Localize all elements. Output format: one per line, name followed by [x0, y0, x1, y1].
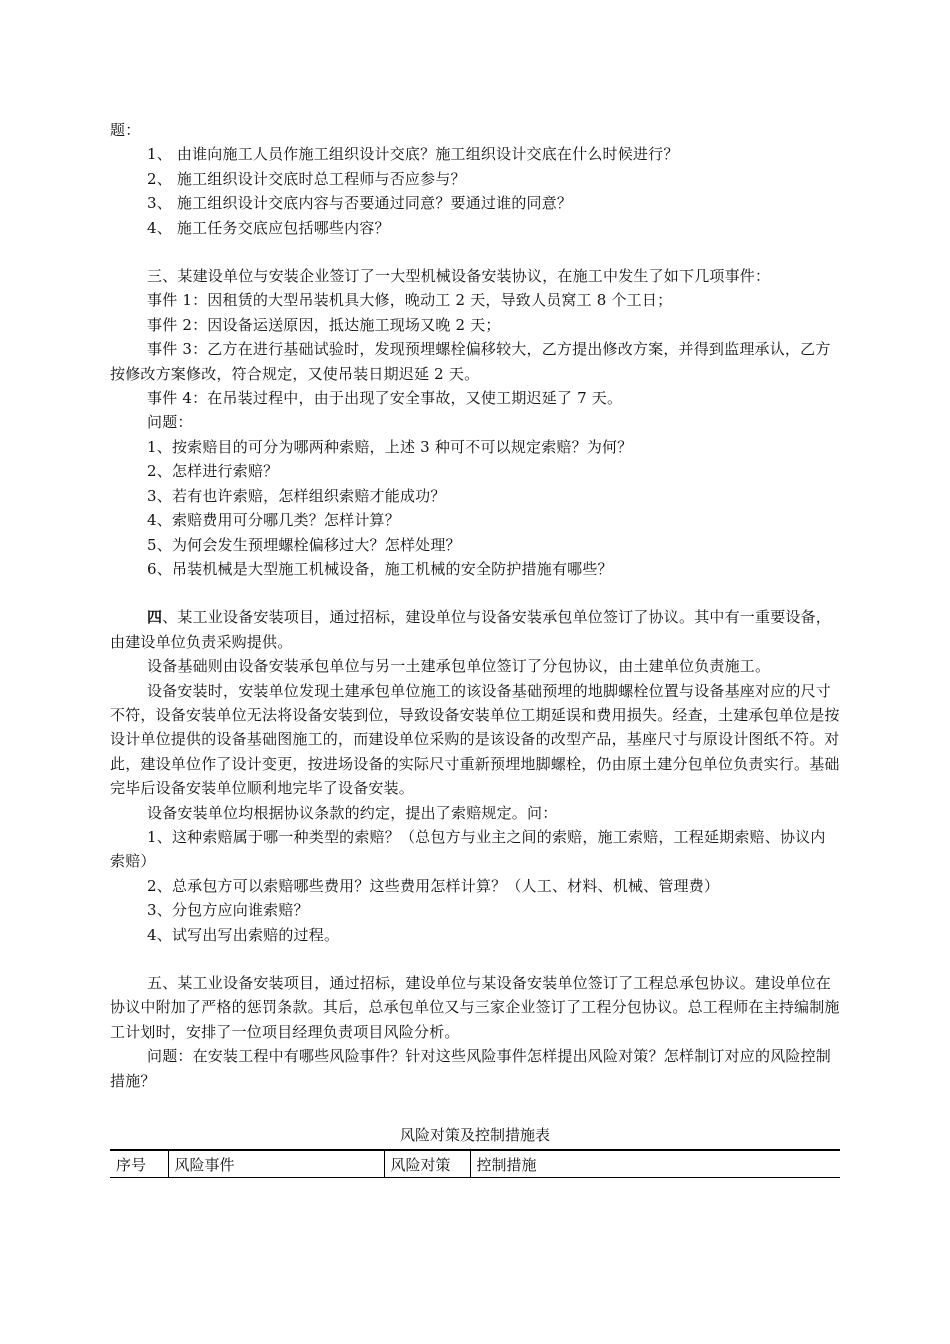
paragraph: 设备安装时，安装单位发现土建承包单位施工的该设备基础预埋的地脚螺栓位置与设备基座对应的尺寸不符，设备安装单位无法将设备安装到位，导致设备安装单位工期延误和费用损失。经查，土建承包单位是按设计单位提供的设备基础图施工的，而建设单位采购的是该设备的改型产品，基座尺寸与原设计图纸不符。对此，建设单位作了设计变更，按进场设备的实际尺寸重新预埋地脚螺栓，仍由原土建分包单位负责实行。基础完毕后设备安装单位顺利地完毕了设备安装。: [110, 681, 840, 798]
questions-label: 问题：: [147, 413, 193, 432]
section-3-intro: 三、某建设单位与安装企业签订了一大型机械设备安装协议，在施工中发生了如下几项事件：: [147, 267, 771, 286]
list-item: 3、若有也许索赔，怎样组织索赔才能成功？: [147, 486, 446, 505]
list-item: 6、吊装机械是大型施工机械设备，施工机械的安全防护措施有哪些？: [147, 559, 613, 578]
list-item: 4、 施工任务交底应包括哪些内容？: [147, 218, 390, 237]
section-gap: [110, 581, 840, 605]
section-gap: [110, 947, 840, 971]
list-item: 1、 由谁向施工人员作施工组织设计交底？施工组织设计交底在什么时候进行？: [147, 145, 679, 164]
paragraph: 设备安装单位均根据协议条款的约定，提出了索赔规定。问：: [147, 803, 558, 822]
table-header-row: [110, 1150, 840, 1178]
list-item: 2、怎样进行索赔？: [147, 462, 279, 481]
list-item: 4、索赔费用可分哪几类？怎样计算？: [147, 511, 400, 530]
list-item: 2、总承包方可以索赔哪些费用？这些费用怎样计算？（人工、材料、机械、管理费）: [147, 876, 720, 895]
list-item: 5、为何会发生预埋螺栓偏移过大？怎样处理？: [147, 535, 461, 554]
risk-table: [110, 1149, 840, 1178]
event-item: 事件 3：乙方在进行基础试验时，发现预埋螺栓偏移较大，乙方提出修改方案，并得到监理承认，乙方按修改方案修改，符合规定，又使吊装日期迟延 2 天。: [110, 340, 831, 383]
document-page: [110, 118, 840, 1178]
section-5-intro: 五、某工业设备安装项目，通过招标，建设单位与某设备安装单位签订了工程总承包协议。建设单位在协议中附加了严格的惩罚条款。其后，总承包单位又与三家企业签订了工程分包协议。总工程师在主持编制施工计划时，安排了一位项目经理负责项目风险分析。: [110, 974, 840, 1041]
list-item: 1、这种索赔属于哪一种类型的索赔？（总包方与业主之间的索赔，施工索赔，工程延期索赔、协议内索赔）: [110, 827, 826, 871]
list-item: 2、 施工组织设计交底时总工程师与否应参与？: [147, 169, 466, 188]
table-header-cell: 序号: [110, 1150, 168, 1178]
table-caption: 风险对策及控制措施表: [399, 1126, 550, 1145]
paragraph: 设备基础则由设备安装承包单位与另一土建承包单位签订了分包协议，由土建单位负责施工。: [147, 657, 771, 676]
list-item: 3、 施工组织设计交底内容与否要通过同意？要通过谁的同意？: [147, 194, 573, 213]
event-item: 事件 2：因设备运送原因，抵达施工现场又晚 2 天；: [147, 315, 501, 334]
table-header-cell: 控制措施: [470, 1150, 840, 1178]
event-item: 事件 4：在吊装过程中，由于出现了安全事故，又使工期迟延了 7 天。: [147, 389, 623, 408]
section-4-intro-text: 、某工业设备安装项目，通过招标，建设单位与设备安装承包单位签订了协议。其中有一重要设备，由建设单位负责采购提供。: [110, 608, 832, 651]
list-item: 4、试写出写出索赔的过程。: [147, 925, 340, 944]
question-tail: 题：: [110, 121, 141, 139]
event-item: 事件 1：因租赁的大型吊装机具大修，晚动工 2 天，导致人员窝工 8 个工日；: [147, 291, 673, 310]
section-4-number: 四: [147, 608, 163, 627]
section-4-intro: [110, 605, 840, 654]
table-header-cell: 风险对策: [384, 1150, 470, 1178]
table-header-cell: 风险事件: [168, 1150, 384, 1178]
list-item: 3、分包方应向谁索赔？: [147, 901, 309, 920]
section-gap: [110, 240, 840, 264]
section-5-question: 问题：在安装工程中有哪些风险事件？针对这些风险事件怎样提出风险对策？怎样制订对应的风险控制措施？: [110, 1047, 832, 1090]
list-item: 1、按索赔目的可分为哪两种索赔，上述 3 种可不可以规定索赔？为何？: [147, 437, 633, 456]
